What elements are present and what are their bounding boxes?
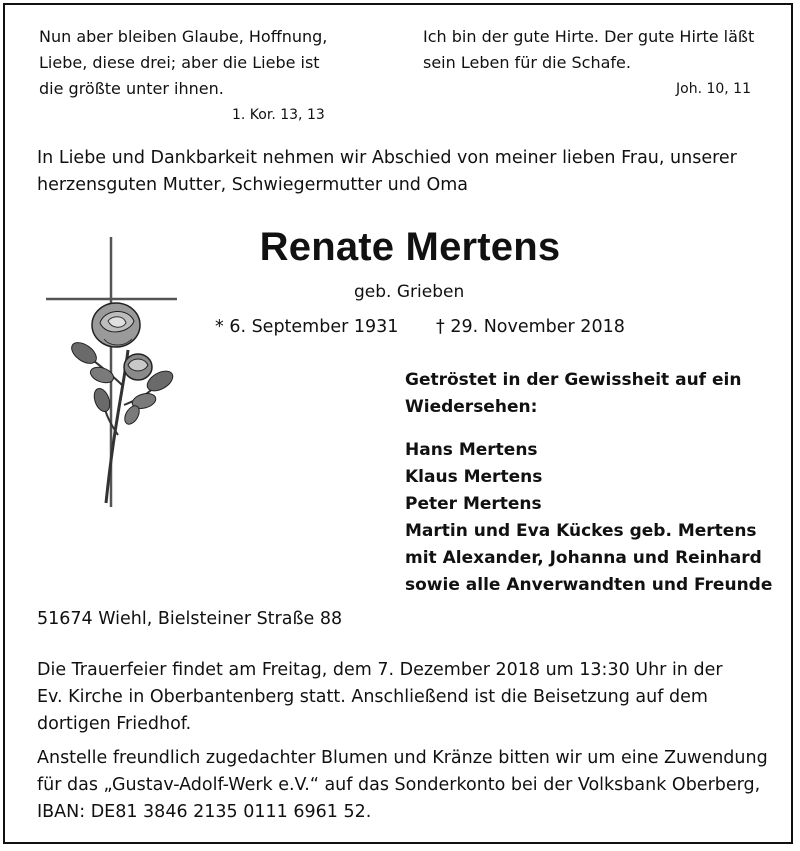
cross-icon (44, 235, 184, 510)
cross-rose-image (44, 235, 184, 510)
death-date: † 29. November 2018 (436, 317, 625, 337)
mourners-list (405, 437, 772, 599)
birth-name: geb. Grieben (354, 282, 465, 302)
verse-left-text: Nun aber bleiben Glaube, Hoffnung, Liebe, diese drei; aber die Liebe ist die größte unter ihnen. (39, 27, 328, 98)
mourner-name: mit Alexander, Johanna und Reinhard (405, 548, 762, 568)
mourner-name: Martin und Eva Kückes geb. Mertens (405, 521, 757, 541)
rose-icon (68, 303, 176, 503)
verse-left-reference: 1. Kor. 13, 13 (232, 107, 325, 123)
consolation-text: Getröstet in der Gewissheit auf ein Wiedersehen: (405, 370, 742, 417)
funeral-info: Die Trauerfeier findet am Freitag, dem 7. Dezember 2018 um 13:30 Uhr in der Ev. Kirche in Oberbantenberg statt. Anschließend ist die Beisetzung auf dem dortigen Friedhof. (37, 660, 723, 734)
mourner-name: sowie alle Anverwandten und Freunde (405, 575, 773, 595)
mourner-name: Hans Mertens (405, 440, 538, 460)
donation-info: Anstelle freundlich zugedachter Blumen und Kränze bitten wir um eine Zuwendung für das „Gustav-Adolf-Werk e.V.“ auf das Sonderkonto bei der Volksbank Oberberg, IBAN: DE81 3846 2135 0111 6961 52. (37, 748, 768, 822)
mourner-name: Klaus Mertens (405, 467, 543, 487)
deceased-name: Renate Mertens (259, 225, 561, 269)
verse-right-text: Ich bin der gute Hirte. Der gute Hirte läßt sein Leben für die Schafe. (423, 27, 755, 72)
birth-date: * 6. September 1931 (215, 317, 399, 337)
address: 51674 Wiehl, Bielsteiner Straße 88 (37, 609, 343, 629)
verse-right-reference: Joh. 10, 11 (676, 81, 751, 97)
intro-text: In Liebe und Dankbarkeit nehmen wir Abschied von meiner lieben Frau, unserer herzensguten Mutter, Schwiegermutter und Oma (37, 148, 737, 195)
mourner-name: Peter Mertens (405, 494, 542, 514)
